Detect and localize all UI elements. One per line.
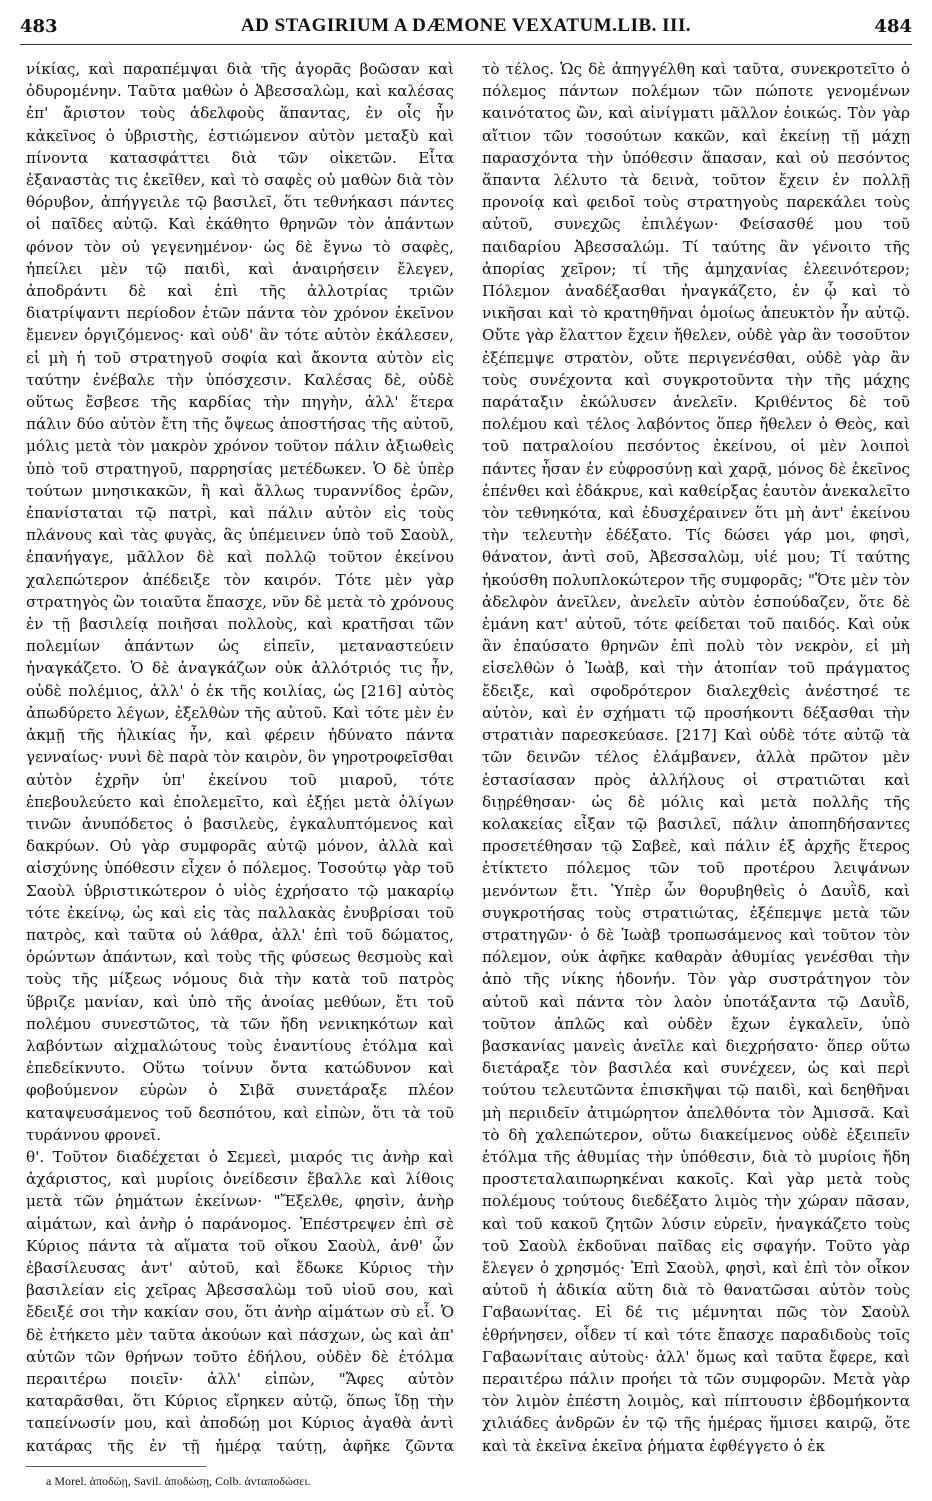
running-title: AD STAGIRIUM A DÆMONE VEXATUM.LIB. III. <box>240 15 692 36</box>
text-columns <box>26 58 910 1458</box>
page-number-right: 484 <box>874 15 912 37</box>
page-number-left: 483 <box>20 15 58 37</box>
footnote: a Morel. ἀποδώῃ, Savil. ἀποδώσῃ, Colb. ἀνταποδώσει. <box>46 1474 311 1488</box>
left-column <box>26 58 454 1458</box>
running-header <box>20 8 912 45</box>
right-column <box>482 58 910 1458</box>
footnote-rule <box>26 1466 206 1467</box>
left-paragraph-2: θ'. Τοῦτον διαδέχεται ὁ Σεμεεὶ, μιαρός τις ἀνὴρ καὶ ἀχάριστος, καὶ μυρίοις ὀνείδεσιν ἔβαλλε καὶ λίθοις μετὰ τῶν ῥημάτων ἐκείνων· "Ἔξελθε, φησὶν, ἀνὴρ αἱμάτων, καὶ ἀνὴρ ὁ παράνομος. Ἐπέστρεψεν ἐπὶ σὲ Κύριος πάντα τὰ αἵματα τοῦ οἴκου Σαοὺλ, ἀνθ' ὧν ἐβασίλευσας ἀντ' αὐτοῦ, καὶ ἔδωκε Κύριος τὴν βασιλείαν εἰς χεῖρας Ἀβεσσαλὼμ τοῦ υἱοῦ σου, καὶ ἔδειξέ σοι τὴν κακίαν σου, ὅτι ἀνὴρ αἱμάτων σὺ εἶ. Ὁ δὲ ἐτήκετο μὲν ταῦτα ἀκούων καὶ πάσχων, ὡς καὶ ἀπ' αὐτῶν τῶν θρήνων τοῦτο ἐδήλου, οὐδὲν δὲ ἐτόλμα περαιτέρω ποιεῖν· ἀλλ' εἰπὼν, "Ἄφες αὐτὸν καταρᾶσθαι, ὅτι Κύριος εἴρηκεν αὐτῷ, ὅπως ἴδῃ τὴν ταπείνωσίν μου, καὶ ἀποδώῃ μοι Κύριος ἀγαθὰ ἀντὶ κατάρας τῆς ἐν τῇ ἡμέρᾳ ταύτῃ, ἀφῆκε ζῶντα <box>26 1147 454 1455</box>
left-paragraph-1: νίκίας, καὶ παραπέμψαι διὰ τῆς ἀγορᾶς βοῶσαν καὶ ὀδυρομένην. Ταῦτα μαθὼν ὁ Ἀβεσσαλὼμ, καὶ καλέσας ἐπ' ἄριστον τοὺς ἀδελφοὺς ἅπαντας, ἐν οἷς ἦν κἀκεῖνος ὁ ὑβριστὴς, ἑστιώμενον αὐτὸν μεταξὺ καὶ πίνοντα κατασφάττει διὰ τῶν οἰκετῶν. Εἶτα ἐξαναστὰς τις ἐκεῖθεν, καὶ τὸ σαφὲς οὐ μαθὼν διὰ τὸν θόρυβον, ἀπήγγειλε τῷ βασιλεῖ, ὅτι τεθνήκασι πάντες οἱ παῖδες αὐτῷ. Καὶ ἐκάθητο θρηνῶν τὸν ἁπάντων φόνον τὸν οὐ γεγενημένον· ὡς δὲ ἔγνω τὸ σαφὲς, ἠπείλει μὲν τῷ παιδὶ, καὶ ἀναιρήσειν ἔλεγεν, ἀποδράντι δὲ καὶ ἐπὶ τῆς ἀλλοτρίας τριῶν διατρίψαντι περίοδον ἐτῶν πάντα τὸν χρόνον ἐκεῖνον ἔμενεν ὀργιζόμενος· καὶ οὐδ' ἂν τότε αὐτὸν ἐκάλεσεν, εἰ μὴ ἡ τοῦ στρατηγοῦ σοφία καὶ ἄκοντα αὐτὸν εἰς ταύτην ἐνέβαλε τὴν ὑπόσχεσιν. Καλέσας δὲ, οὐδὲ οὕτως ἔσβεσε τῆς καρδίας τὴν πηγὴν, ἀλλ' ἕτερα πάλιν δύο αὐτὸν ἔτη τῆς ὄψεως ἀποστήσας τῆς αὐτοῦ, μόλις μετὰ τὸν μακρὸν χρόνον τοῦτον πάλιν ἀξιωθεὶς ὑπὸ τοῦ στρατηγοῦ, παρρησίας μετέδωκεν. Ὁ δὲ ὑπὲρ τούτων μνησικακῶν, ἢ καὶ ἄλλως τυραννίδος ἐρῶν, ἐπανίσταται τῷ πατρὶ, καὶ πάλιν αὐτὸν εἰς τοὺς πλάνους καὶ τὰς φυγὰς, ἃς ὑπέμεινεν ὑπὸ τοῦ Σαοὺλ, ἐπανήγαγε, μᾶλλον δὲ καὶ πολλῷ τοῦτον ἐκείνου χαλεπώτερον ἀπέδειξε τὸν καιρόν. Τότε μὲν γὰρ στρατηγὸς ὢν τοιαῦτα ἔπασχε, νῦν δὲ μετὰ τὸ χρόνους ἐν τῇ βασιλείᾳ ποιῆσαι πολλοὺς, καὶ κρατῆσαι τῶν πολεμίων ἁπάντων ὡς εἰπεῖν, μεταναστεύειν ἠναγκάζετο. Ὁ δὲ ἀναγκάζων οὐκ ἀλλότριός τις ἦν, οὐδὲ πολέμιος, ἀλλ' ὁ ἐκ τῆς κοιλίας, ὡς [216] αὐτὸς ἀπωδύρετο λέγων, ἐξελθὼν τῆς αὐτοῦ. Καὶ τότε μὲν ἐν ἀκμῇ τῆς ἡλικίας ἦν, καὶ φέρειν ἠδύνατο πάντα γενναίως· νυνὶ δὲ παρὰ τὸν καιρὸν, ὃν γηροτροφεῖσθαι αὐτὸν ἐχρῆν ὑπ' ἐκείνου τοῦ μιαροῦ, τότε ἐπεβουλεύετο καὶ ἐπολεμεῖτο, καὶ ἐξῄει μετὰ ὀλίγων τινῶν ἀνυπόδετος ὁ βασιλεὺς, ἐγκαλυπτόμενος καὶ δακρύων. Οὐ γὰρ συμφορᾶς αὐτῷ μόνον, ἀλλὰ καὶ αἰσχύνης ὑπόθεσιν εἶχεν ὁ πόλεμος. Τοσούτῳ γὰρ τοῦ Σαοὺλ ὑβριστικώτερον ὁ υἱὸς ἐχρήσατο τῷ μακαρίῳ τότε ἐκείνῳ, ὡς καὶ εἰς τὰς παλλακὰς ἐνυβρίσαι τοῦ πατρὸς, καὶ ταῦτα οὐ λάθρα, ἀλλ' ἐπὶ τοῦ δώματος, ὁρώντων ἁπάντων, καὶ τοὺς τῆς φύσεως θεσμοὺς καὶ τοὺς τῆς μίξεως νόμους διὰ τὴν κατὰ τοῦ πατρὸς ὕβριζε μανίαν, καὶ ὑπὸ τῆς ἀνοίας μεθύων, ἔτι τοῦ πολέμου συνεστῶτος, τὰ τῶν ἤδη νενικηκότων καὶ λαβόντων αἰχμαλώτους τοὺς ἐναντίους ἐτόλμα καὶ ἐπεδείκνυτο. Οὕτω τοίνυν ὄντα κατώδυνον καὶ φοβούμενον εὑρὼν ὁ Σιβᾶ συνετάραξε πλέον καταψευσάμενος τοῦ δεσπότου, καὶ εἰπὼν, ὅτι τὰ τοῦ τυράννου φρονεῖ. <box>26 60 454 1144</box>
right-paragraph-1: τὸ τέλος. Ὡς δὲ ἀπηγγέλθη καὶ ταῦτα, συνεκροτεῖτο ὁ πόλεμος πάντων πολέμων τῶν πώποτε γενομένων καινότατος ὢν, καὶ αἰνίγματι μᾶλλον ἐοικώς. Τὸν γὰρ αἴτιον τῶν τοσούτων κακῶν, καὶ ἐκείνῃ τῇ μάχῃ παρασχόντα τὴν ὑπόθεσιν ἅπασαν, καὶ οὐ πεσόντος ἅπαντα λέλυτο τὰ δεινὰ, τοῦτον ἔχειν ἐν πολλῇ προνοίᾳ καὶ φειδοῖ τοὺς στρατηγοὺς παρεκάλει τοὺς αὐτοῦ, συνεχῶς ἐπιλέγων· Φείσασθέ μου τοῦ παιδαρίου Ἀβεσσαλώμ. Τί ταύτης ἂν γένοιτο τῆς ἀπορίας χεῖρον; τί τῆς ἀμηχανίας ἐλεεινότερον; Πόλεμον ἀναδέξασθαι ἠναγκάζετο, ἐν ᾧ καὶ τὸ νικῆσαι καὶ τὸ κρατηθῆναι ὁμοίως ἀπευκτὸν ἦν αὐτῷ. Οὔτε γὰρ ἔλαττον ἔχειν ἤθελεν, οὐδὲ γὰρ ἂν τοσοῦτον ἐξέπεμψε στρατὸν, οὔτε περιγενέσθαι, οὐδὲ γὰρ ἂν τοὺς συνέχοντα καὶ συγκροτοῦντα τὴν τῆς μάχης παράταξιν ἐκώλυσεν ἀνελεῖν. Κριθέντος δὲ τοῦ πολέμου καὶ τέλος λαβόντος ὅπερ ἤθελεν ὁ Θεὸς, καὶ τοῦ πατραλοίου πεσόντος ἐκείνου, οἱ μὲν λοιποὶ πάντες ἦσαν ἐν εὐφροσύνῃ καὶ χαρᾷ, μόνος δὲ ἐκεῖνος ἐπένθει καὶ ἐδάκρυε, καὶ καθείρξας ἑαυτὸν ἀνεκαλεῖτο τὸν τεθνηκότα, καὶ ἐδυσχέραινεν ὅτι μὴ ἀντ' ἐκείνου τὴν τελευτὴν ἐδέξατο. Τίς δώσει γάρ μοι, φησὶ, θάνατον, ἀντὶ σοῦ, Ἀβεσσαλὼμ, υἱέ μου; Τί ταύτης ἠκούσθη πολυπλοκώτερον τῆς συμφορᾶς; "Ὅτε μὲν τὸν ἀδελφὸν ἀνεῖλεν, ἀνελεῖν αὐτὸν ἐσπούδαζεν, ὅτε δὲ ἐμάνη κατ' αὐτοῦ, τότε φείδεται τοῦ παιδός. Καὶ οὐκ ἂν ἐπαύσατο θρηνῶν ἐπὶ πολὺ τὸν νεκρὸν, εἰ μὴ εἰσελθὼν ὁ Ἰωὰβ, καὶ τὴν ἀτοπίαν τοῦ πράγματος ἔδειξε, καὶ σφοδρότερον διαλεχθεὶς ἀνέστησέ τε αὐτὸν, καὶ ἐν σχήματι τῷ προσήκοντι δέξασθαι τὴν στρατιὰν παρεσκεύασε. [217] Καὶ οὐδὲ τότε αὐτῷ τὰ τῶν δεινῶν τέλος ἐλάμβανεν, ἀλλὰ πρῶτον μὲν ἐστασίασαν πρὸς ἀλλήλους οἱ στρατιῶται καὶ διῃρέθησαν· ὡς δὲ μόλις καὶ μετὰ πολλῆς τῆς κολακείας εἶξαν τῷ βασιλεῖ, πάλιν ἀποπηδήσαντες προσετέθησαν τῷ Σαβεὲ, καὶ πάλιν ἐξ ἀρχῆς ἕτερος ἐτίκτετο πόλεμος τῶν τοῦ προτέρου λειψάνων μενόντων ἔτι. Ὑπὲρ ὧν θορυβηθεὶς ὁ Δαυῒδ, καὶ συγκροτήσας τοὺς στρατιώτας, ἐξέπεμψε μετὰ τῶν στρατηγῶν· ὁ δὲ Ἰωὰβ τροπωσάμενος καὶ τοῦτον τὸν πόλεμον, οὐκ ἀφῆκε καθαρὰν ἀθυμίας γενέσθαι τὴν ἀπὸ τῆς νίκης ἡδονήν. Τὸν γὰρ συστράτηγον τὸν αὐτοῦ καὶ πάντα τὸν λαὸν ὑποτάξαντα τῷ Δαυῒδ, τοῦτον ἁπλῶς καὶ οὐδὲν ἔχων ἐγκαλεῖν, ὑπὸ βασκανίας μανεὶς ἀνεῖλε καὶ διεχρήσατο· ὅπερ οὕτω διετάραξε τὸν βασιλέα καὶ συνέχεεν, ὡς καὶ περὶ τούτου τελευτῶντα ἐπισκῆψαι τῷ παιδὶ, καὶ δεηθῆναι μὴ περιιδεῖν ἀτιμώρητον ἀπελθόντα τὸν Ἀμισσᾶ. Καὶ τὸ δὴ χαλεπώτερον, οὕτω διακείμενος οὐδὲ ἐξειπεῖν ἐτόλμα τῆς ἀθυμίας τὴν ὑπόθεσιν, διὰ τὸ μυρίοις ἤδη προστεταλαιπωρηκέναι κακοῖς. Καὶ γὰρ μετὰ τοὺς πολέμους τούτους διεδέξατο λιμὸς τὴν χώραν πᾶσαν, καὶ τοῦ κακοῦ ζητῶν λύσιν εὑρεῖν, ἠναγκάζετο τοὺς τοῦ Σαοὺλ ἐκδοῦναι παῖδας εἰς σφαγήν. Τοῦτο γὰρ ἔλεγεν ὁ χρησμός· Ἐπὶ Σαοὺλ, φησὶ, καὶ ἐπὶ τὸν οἶκον αὐτοῦ ἡ ἀδικία αὕτη διὰ τὸ θανατῶσαι αὐτὸν τοὺς Γαβαωνίτας. Εἰ δέ τις μέμνηται πῶς τὸν Σαοὺλ ἐθρήνησεν, οἶδεν τί καὶ τότε ἔπασχε παραδιδοὺς τοῖς Γαβαωνίταις αὐτοὺς· ἀλλ' ὅμως καὶ ταῦτα ἔφερε, καὶ περαιτέρω πάλιν προήει τὰ τῶν συμφορῶν. Μετὰ γὰρ τὸν λιμὸν ἐπέστη λοιμὸς, καὶ πίπτουσιν ἑβδομήκοντα χιλιάδες ἀνδρῶν ἐν τῷ τῆς ἡμέρας ἥμισει καιρῷ, ὅτε καὶ τὰ ἐκεῖνα ἐκεῖνα ῥήματα ἐφθέγγετο ὁ ἐκ <box>482 60 910 1455</box>
